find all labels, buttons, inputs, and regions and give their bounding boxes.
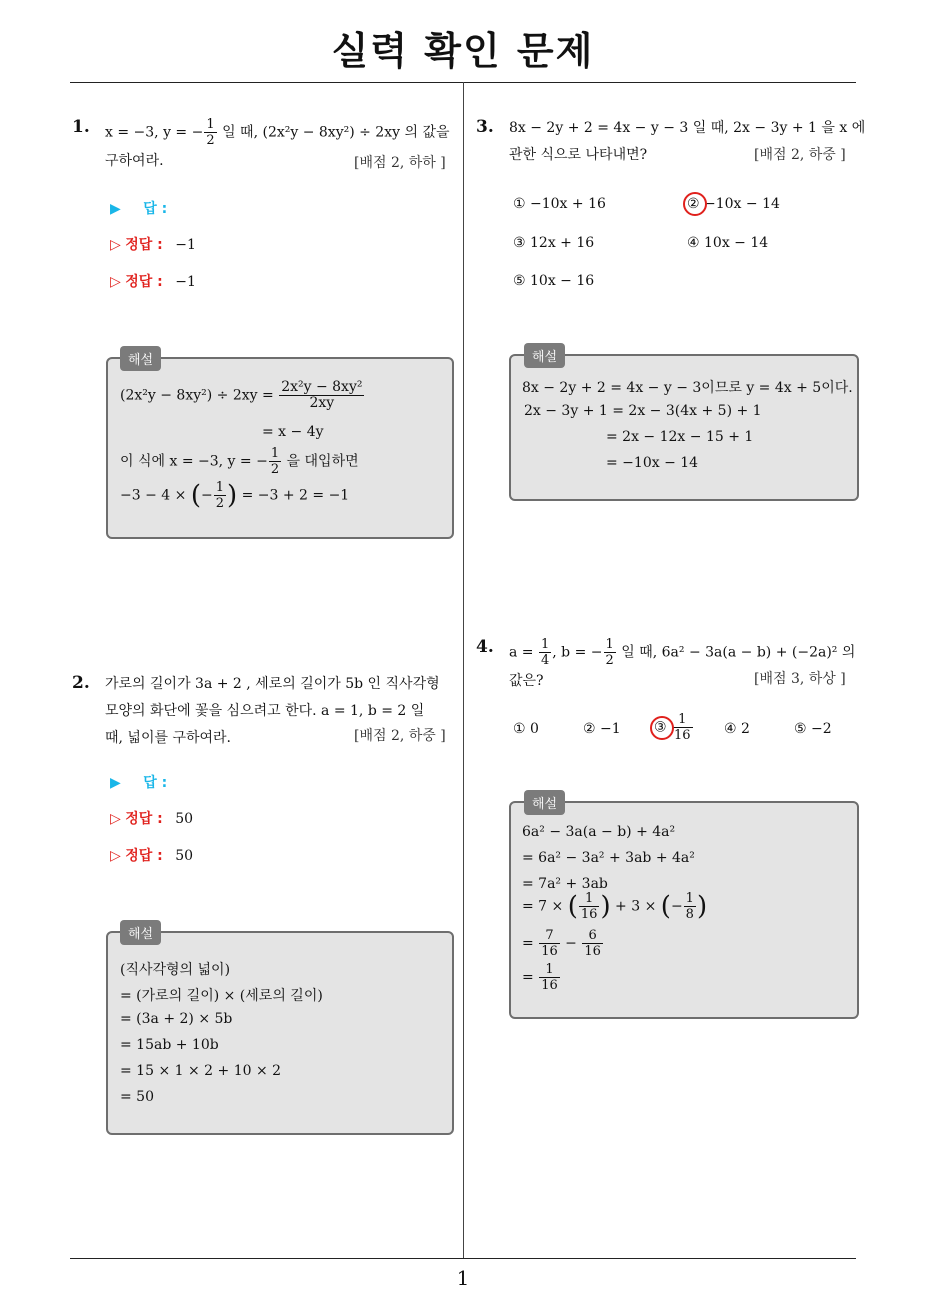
q1-answer-label: 답 : xyxy=(143,201,168,217)
q4-explanation-tag: 해설 xyxy=(524,790,565,815)
q2-text-line1: 가로의 길이가 3a + 2 , 세로의 길이가 5b 인 직사각형 xyxy=(105,676,440,692)
correct-arrow-icon: ▷ xyxy=(110,237,121,253)
q4-sol-4: = 7 × ( $\frac{1}{16}$ ) + 3 × (− $\frac{1}{8}$ ) xyxy=(522,891,708,922)
q1-correct-row-1 xyxy=(110,234,196,254)
q4-text: a = $\frac{1}{4}$ , b = − $\frac{1}{2}$ 일 때, 6a² − 3a(a − b) + (−2a)² 의 값은? xyxy=(509,637,864,695)
q2-correct-label-2: 정답 : xyxy=(125,848,163,864)
q2-text-line3: 때, 넓이를 구하여라. xyxy=(105,730,231,746)
q2-correct-row-1 xyxy=(110,808,193,828)
q1-frac: $\frac{1}{2}$ xyxy=(206,117,215,148)
bottom-rule xyxy=(70,1258,856,1259)
q1-number: 1. xyxy=(72,117,90,137)
q3-choice-5[interactable]: ⑤ 10x − 16 xyxy=(513,273,595,289)
q4-sol-5: = $\frac{7}{16}$ − $\frac{6}{16}$ xyxy=(522,928,601,959)
page-title: 실력 확인 문제 xyxy=(331,29,595,73)
q2-sol-4: = 15ab + 10b xyxy=(120,1037,219,1053)
q3-number: 3. xyxy=(476,117,494,137)
q2-meta: [배점 2, 하중 ] xyxy=(354,728,446,744)
q3-choice-4[interactable]: ④ 10x − 14 xyxy=(687,235,769,251)
q2-correct-label-1: 정답 : xyxy=(125,811,163,827)
q3-selected-circle xyxy=(683,192,707,216)
answer-arrow-icon: ▶ xyxy=(110,775,121,791)
q1-correct-label-2: 정답 : xyxy=(125,274,163,290)
q3-sol-2: 2x − 3y + 1 = 2x − 3(4x + 5) + 1 xyxy=(524,403,762,419)
q4-sol-2: = 6a² − 3a² + 3ab + 4a² xyxy=(522,850,695,866)
q4-choice-2[interactable]: ② −1 xyxy=(583,721,621,737)
q1-text-a: x = −3, y = − xyxy=(105,124,204,141)
q2-correct-row-2 xyxy=(110,845,193,865)
q1-text-b: 일 때, (2x²y − 8xy²) ÷ 2xy 의 값을 xyxy=(222,124,450,141)
q2-sol-6: = 50 xyxy=(120,1089,154,1105)
q2-sol-5: = 15 × 1 × 2 + 10 × 2 xyxy=(120,1063,282,1079)
q1-explanation-tag: 해설 xyxy=(120,346,161,371)
q3-sol-4: = −10x − 14 xyxy=(606,455,699,471)
q2-correct-value-1: 50 xyxy=(175,811,194,827)
q4-choice-3[interactable]: ③ $\frac{1}{16}$ xyxy=(654,712,691,743)
q1-correct-value-2: −1 xyxy=(175,274,196,290)
q1-text-line2: 구하여라. xyxy=(105,153,164,169)
q4-choice-4[interactable]: ④ 2 xyxy=(724,721,750,737)
column-divider xyxy=(463,82,464,1258)
q2-answer-label: 답 : xyxy=(143,775,168,791)
q3-choice-2[interactable]: ② −10x − 14 xyxy=(687,196,780,212)
q1-meta: [배점 2, 하하 ] xyxy=(354,155,446,171)
q4-choice-1[interactable]: ① 0 xyxy=(513,721,539,737)
q3-explanation-tag: 해설 xyxy=(524,343,565,368)
q2-text-line2: 모양의 화단에 꽃을 심으려고 한다. a = 1, b = 2 일 xyxy=(105,703,425,719)
q1-correct-row-2 xyxy=(110,271,196,291)
q4-sol-3: = 7a² + 3ab xyxy=(522,876,608,892)
q1-correct-label-1: 정답 : xyxy=(125,237,163,253)
q4-number: 4. xyxy=(476,637,494,657)
q2-correct-value-2: 50 xyxy=(175,848,194,864)
q3-choice-1[interactable]: ① −10x + 16 xyxy=(513,196,606,212)
q4-choice-5[interactable]: ⑤ −2 xyxy=(794,721,832,737)
q1-sol-4: −3 − 4 × (− $\frac{1}{2}$ ) = −3 + 2 = −1 xyxy=(120,480,350,511)
q2-answer-row xyxy=(110,772,167,792)
correct-arrow-icon: ▷ xyxy=(110,811,121,827)
page-number: 1 xyxy=(456,1266,470,1290)
q1-sol-3: 이 식에 x = −3, y = − $\frac{1}{2}$ 을 대입하면 xyxy=(120,446,359,477)
q3-meta: [배점 2, 하중 ] xyxy=(754,147,846,163)
q2-sol-1: (직사각형의 넓이) xyxy=(120,962,231,978)
q4-selected-circle xyxy=(650,716,674,740)
q2-sol-3: = (3a + 2) × 5b xyxy=(120,1011,233,1027)
q4-sol-6: = $\frac{1}{16}$ xyxy=(522,962,558,993)
q4-sol-1: 6a² − 3a(a − b) + 4a² xyxy=(522,824,676,840)
q3-sol-1: 8x − 2y + 2 = 4x − y − 3이므로 y = 4x + 5이다. xyxy=(522,380,853,396)
q3-sol-3: = 2x − 12x − 15 + 1 xyxy=(606,429,754,445)
q3-text-line1: 8x − 2y + 2 = 4x − y − 3 일 때, 2x − 3y + 1 을 x 에 xyxy=(509,120,866,136)
q2-explanation-tag: 해설 xyxy=(120,920,161,945)
q1-answer-row xyxy=(110,198,167,218)
q2-sol-2: = (가로의 길이) × (세로의 길이) xyxy=(120,988,323,1004)
q1-sol-1: (2x²y − 8xy²) ÷ 2xy = $\frac{\text{2x²y − 8xy²}}{2xy}$ xyxy=(120,379,363,411)
correct-arrow-icon: ▷ xyxy=(110,274,121,290)
q2-number: 2. xyxy=(72,673,90,693)
q3-text-line2: 관한 식으로 나타내면? xyxy=(509,147,648,163)
q1-correct-value-1: −1 xyxy=(175,237,196,253)
q1-sol-2: = x − 4y xyxy=(262,424,324,440)
correct-arrow-icon: ▷ xyxy=(110,848,121,864)
q4-meta: [배점 3, 하상 ] xyxy=(754,671,846,687)
answer-arrow-icon: ▶ xyxy=(110,201,121,217)
q3-choice-3[interactable]: ③ 12x + 16 xyxy=(513,235,595,251)
q4-text-line2: 값은? xyxy=(509,673,544,689)
